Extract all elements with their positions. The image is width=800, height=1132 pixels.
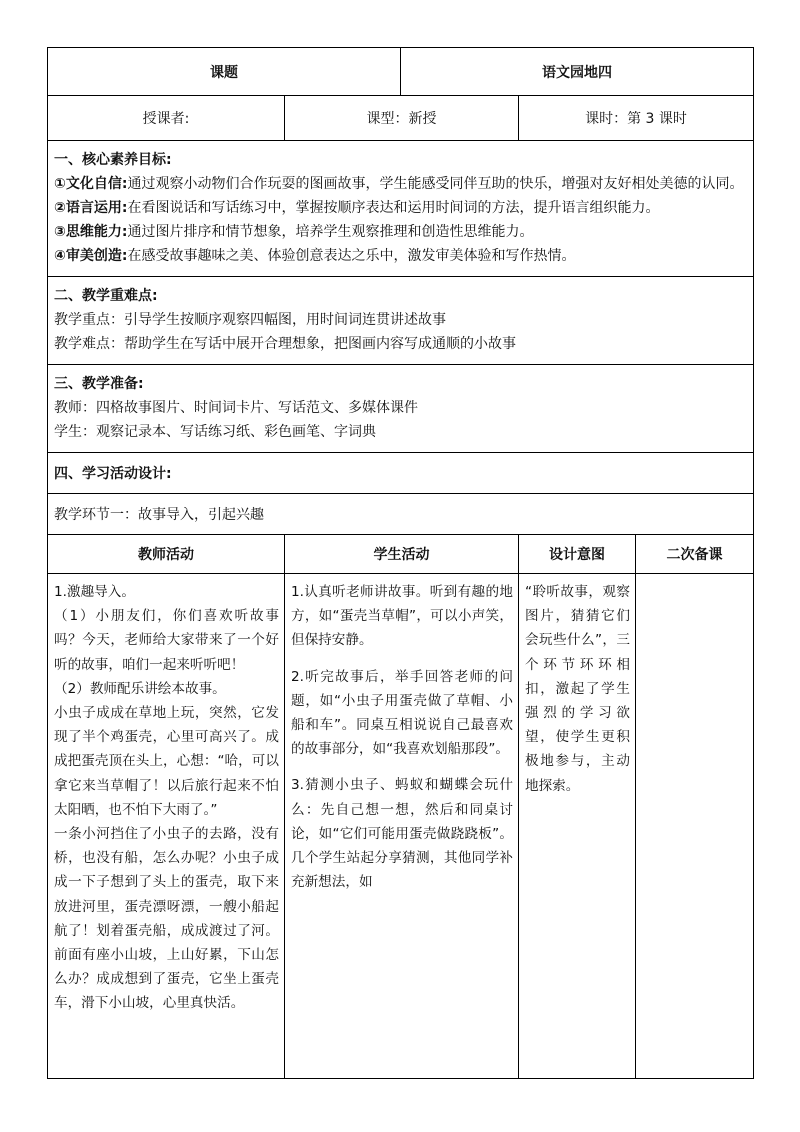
- student-activity-para: 3.猜测小虫子、蚂蚁和蝴蝶会玩什么：先自己想一想，然后和同桌讨论，如“它们可能用蛋壳做跷跷板”。几个学生站起分享猜测，其他同学补充新想法，如: [291, 777, 513, 891]
- objectives-title: 一、核心素养目标:: [54, 152, 172, 168]
- key-points-title: 二、教学重难点:: [54, 288, 158, 304]
- teacher-activity-para: （2）教师配乐讲绘本故事。: [54, 680, 226, 697]
- step-row: [48, 494, 754, 535]
- design-intent-cell: [519, 574, 636, 1079]
- objective-text: 在感受故事趣味之美、体验创意表达之乐中，激发审美体验和写作热情。: [127, 248, 576, 264]
- objectives-section: [48, 141, 754, 277]
- lesson-plan-page: [47, 47, 753, 1079]
- col-student-activity: 学生活动: [285, 535, 519, 574]
- column-header-row: [48, 535, 754, 574]
- type-label: 课型：新授: [285, 96, 519, 141]
- teacher-activity-para: （1）小朋友们，你们喜欢听故事吗？今天，老师给大家带来了一个好听的故事，咱们一起来听听吧！: [54, 608, 279, 673]
- col-design-intent: 设计意图: [519, 535, 636, 574]
- activity-design-title: 四、学习活动设计:: [48, 453, 754, 494]
- design-intent-text: “聆听故事，观察图片，猜猜它们会玩些什么”，三个环节环环相扣，激起了学生强烈的学习欲望，使学生更积极地参与，主动地探索。: [525, 584, 630, 794]
- objective-item: [54, 196, 749, 220]
- title-value: 语文园地四: [401, 48, 754, 96]
- title-row: [48, 48, 754, 96]
- objective-item: [54, 220, 749, 244]
- objective-item: [54, 172, 749, 196]
- objective-label: ③思维能力:: [54, 224, 128, 240]
- activity-design-row: [48, 453, 754, 494]
- teacher-activity-para: 一条小河挡住了小虫子的去路，没有桥，也没有船，怎么办呢？小虫子成成一下子想到了头上的蛋壳，取下来放进河里，蛋壳漂呀漂，一艘小船起航了！划着蛋壳船，成成渡过了河。前面有座小山坡，上山好累，下山怎么办？成成想到了蛋壳，它坐上蛋壳车，滑下小山坡，心里真快活。: [54, 826, 279, 1012]
- paragraph-gap: [291, 761, 513, 773]
- objectives-row: [48, 141, 754, 277]
- step-title: 教学环节一：故事导入，引起兴趣: [48, 494, 754, 535]
- second-prep-cell: [636, 574, 754, 1079]
- teacher-prep-line: 教师：四格故事图片、时间词卡片、写话范文、多媒体课件: [54, 400, 418, 416]
- objective-label: ④审美创造:: [54, 248, 128, 264]
- period-label: 课时：第 3 课时: [519, 96, 754, 141]
- teacher-label: 授课者:: [48, 96, 285, 141]
- col-second-prep: 二次备课: [636, 535, 754, 574]
- preparation-title: 三、教学准备:: [54, 376, 144, 392]
- student-prep-line: 学生：观察记录本、写话练习纸、彩色画笔、字词典: [54, 424, 376, 440]
- title-label: 课题: [48, 48, 401, 96]
- teacher-activity-para: 1.激趣导入。: [54, 584, 135, 600]
- teacher-activity-para: 小虫子成成在草地上玩，突然，它发现了半个鸡蛋壳，心里可高兴了。成成把蛋壳顶在头上，心想：“哈，可以拿它来当草帽了！以后旅行起来不怕太阳晒，也不怕下大雨了。”: [54, 705, 279, 818]
- key-points-row: [48, 277, 754, 365]
- key-point-line: 教学重点：引导学生按顺序观察四幅图，用时间词连贯讲述故事: [54, 312, 446, 328]
- student-activity-cell: [285, 574, 519, 1079]
- difficulty-line: 教学难点：帮助学生在写话中展开合理想象，把图画内容写成通顺的小故事: [54, 336, 516, 352]
- objective-text: 通过观察小动物们合作玩耍的图画故事，学生能感受同伴互助的快乐，增强对友好相处美德的认同。: [127, 176, 744, 192]
- lesson-plan-table: [47, 47, 754, 1079]
- paragraph-gap: [291, 653, 513, 665]
- preparation-section: [48, 365, 754, 453]
- col-teacher-activity: 教师活动: [48, 535, 285, 574]
- key-points-section: [48, 277, 754, 365]
- objective-label: ②语言运用:: [54, 200, 128, 216]
- teacher-activity-cell: [48, 574, 285, 1079]
- preparation-row: [48, 365, 754, 453]
- objective-item: [54, 244, 749, 268]
- info-row: [48, 96, 754, 141]
- student-activity-para: 2.听完故事后，举手回答老师的问题，如“小虫子用蛋壳做了草帽、小船和车”。同桌互相说说自己最喜欢的故事部分，如“我喜欢划船那段”。: [291, 668, 513, 758]
- student-activity-para: 1.认真听老师讲故事。听到有趣的地方，如“蛋壳当草帽”，可以小声笑，但保持安静。: [291, 584, 513, 649]
- objective-text: 通过图片排序和情节想象，培养学生观察推理和创造性思维能力。: [127, 224, 534, 240]
- objective-label: ①文化自信:: [54, 176, 128, 192]
- objective-text: 在看图说话和写话练习中，掌握按顺序表达和运用时间词的方法，提升语言组织能力。: [127, 200, 660, 216]
- activity-row: [48, 574, 754, 1079]
